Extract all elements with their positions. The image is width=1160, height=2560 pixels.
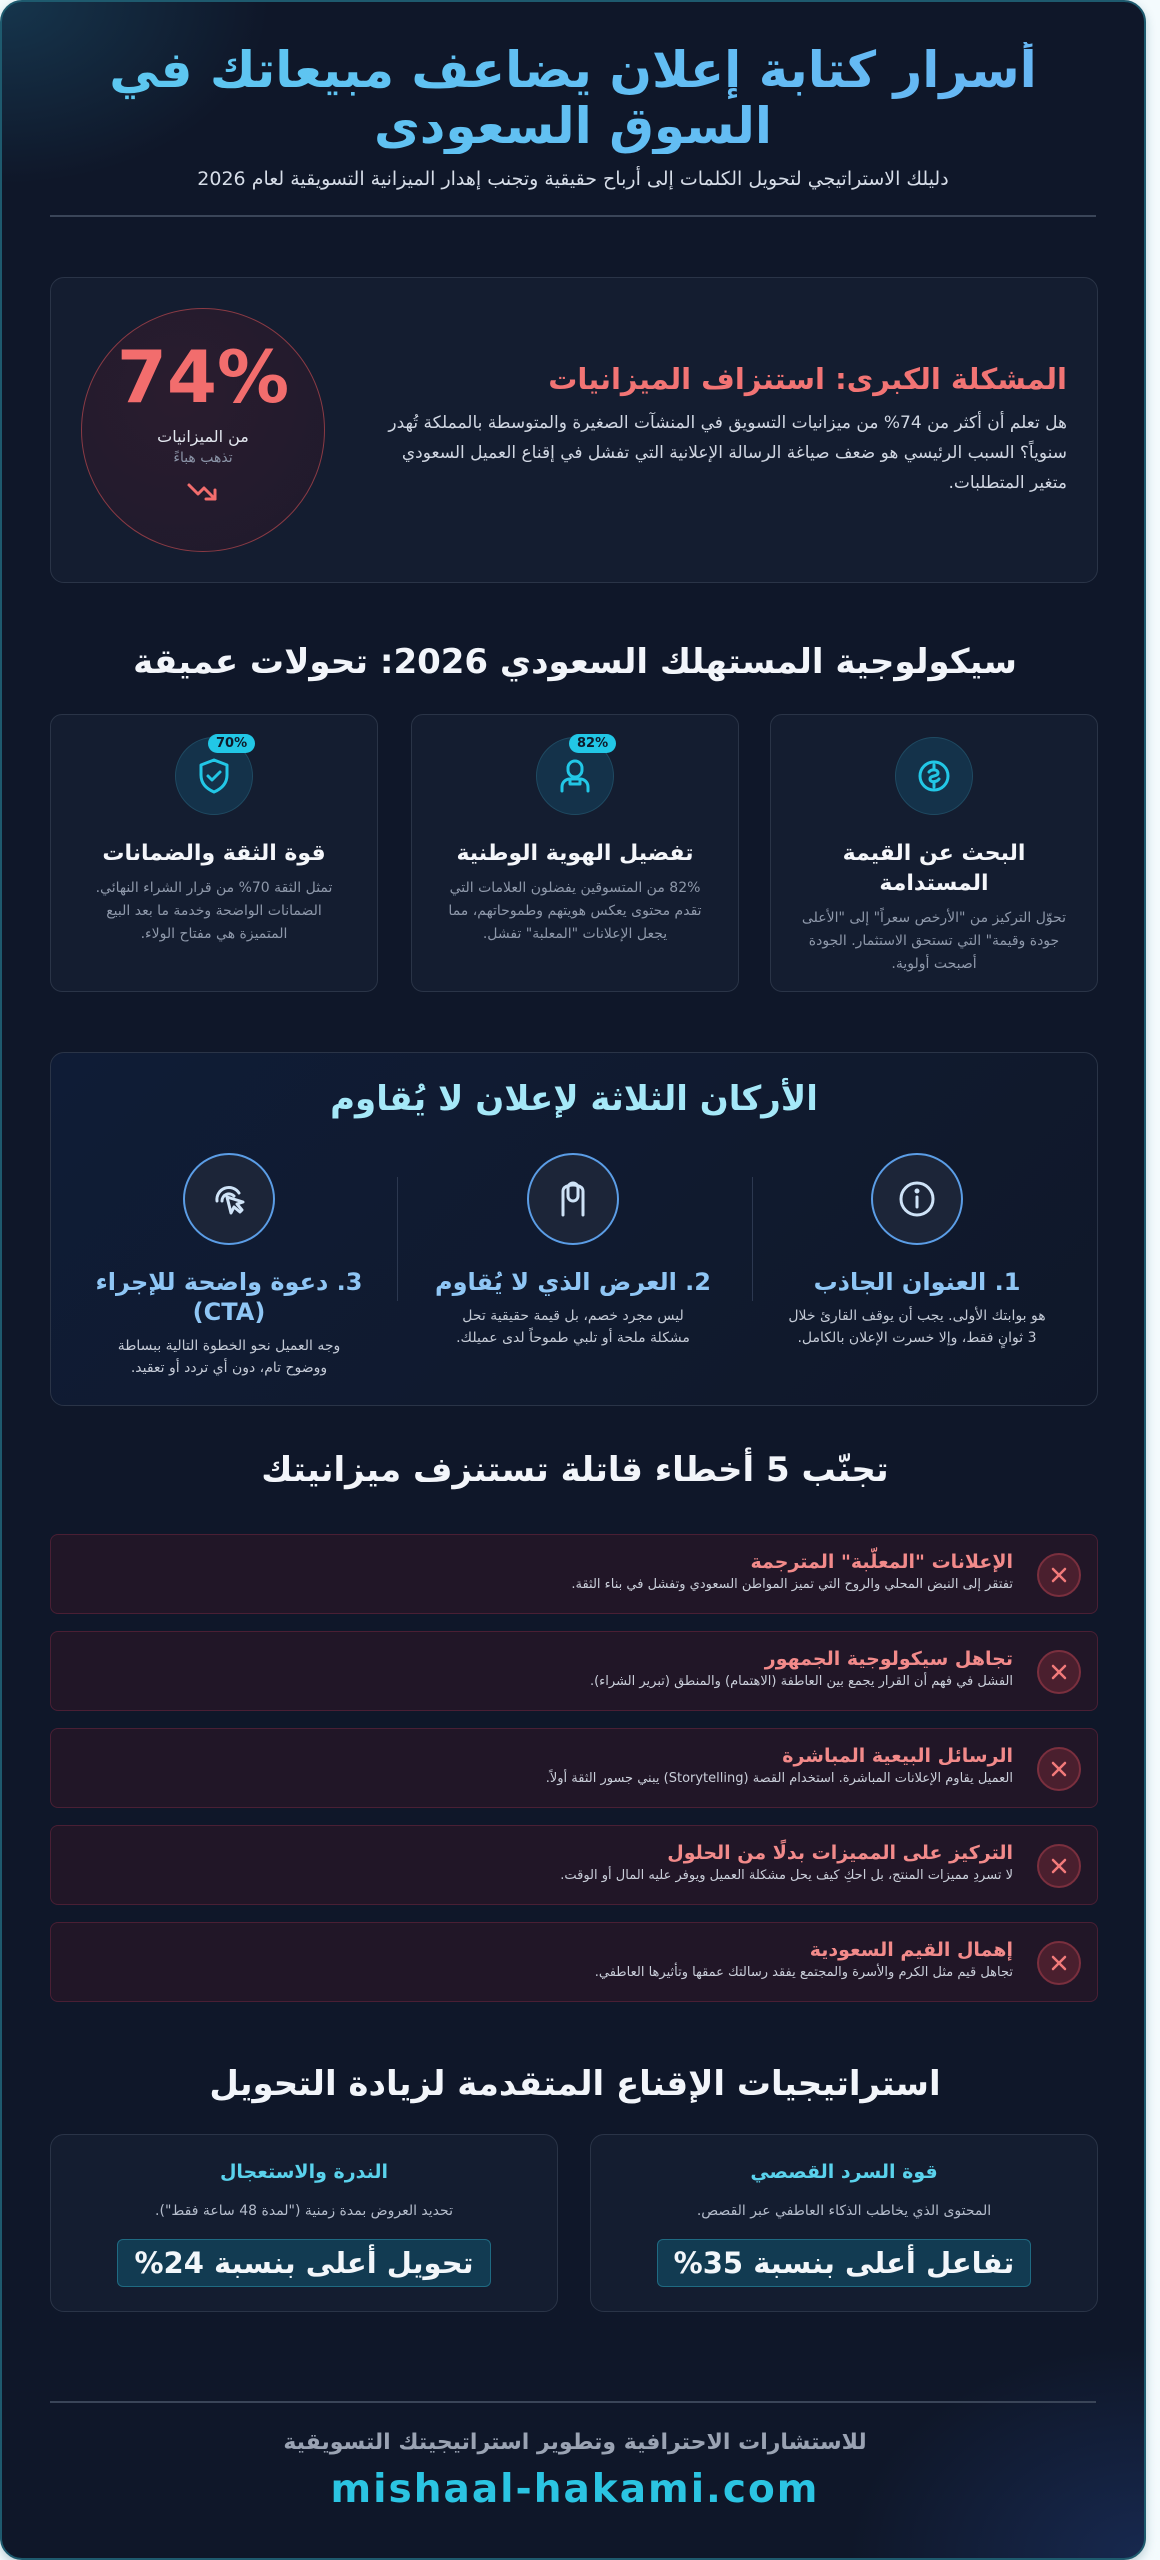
psychology-card-body: تحوّل التركيز من "الأرخص سعراً" إلى "الأعلى جودة وقيمة" التي تستحق الاستثمار. الجودة أصبحت أولوية.	[801, 910, 1067, 972]
problem-card	[50, 277, 1098, 583]
strategy-body: المحتوى الذي يخاطب الذكاء العاطفي عبر القصص.	[696, 2203, 992, 2219]
website-link[interactable]: mishaal-hakami.com	[330, 2467, 820, 2512]
pillars-title: الأركان الثلاثة لإعلان لا يُقاوم	[330, 1079, 818, 1119]
finger-touch-icon	[527, 1153, 619, 1245]
strategy-card	[50, 2134, 558, 2312]
psychology-card-body: 82% من المتسوقين يفضلون العلامات التي تقدم محتوى يعكس هويتهم وطموحاتهم، مما يجعل الإعلانات "المعلبة" تفشل.	[448, 880, 702, 942]
mistake-title: التركيز على المميزات بدلًا من الحلول	[667, 1842, 1013, 1864]
close-icon	[1037, 1747, 1081, 1791]
mistake-body: لا تسردِ مميزات المنتج، بل احكِ كيف يحل مشكلة العميل ويوفر عليه المال أو الوقت.	[560, 1868, 1013, 1883]
mistake-item	[50, 1728, 1098, 1808]
psychology-card	[50, 714, 378, 992]
mistake-title: الرسائل البيعية المباشرة	[782, 1745, 1013, 1767]
psychology-card-title: البحث عن القيمة المستدامة	[842, 841, 1026, 896]
strategy-title: الندرة والاستعجال	[219, 2161, 389, 2183]
stat-label: من الميزانيات	[157, 427, 249, 446]
divider	[50, 215, 1096, 217]
psychology-card-title: قوة الثقة والضمانات	[102, 841, 326, 866]
close-icon	[1037, 1553, 1081, 1597]
stat-value: 74%	[116, 335, 290, 419]
mistakes-title: تجنّب 5 أخطاء قاتلة تستنزف ميزانيتك	[261, 1450, 889, 1490]
percent-badge: 82%	[569, 734, 616, 753]
stat-circle	[81, 308, 325, 552]
strategy-card	[590, 2134, 1098, 2312]
strategy-body: تحديد العروض بمدة زمنية ("لمدة 48 ساعة فقط").	[155, 2203, 453, 2219]
trend-down-icon	[82, 480, 324, 510]
strategy-stat: تحويل أعلى بنسبة 24%	[117, 2239, 490, 2287]
user-identity-icon	[536, 737, 614, 815]
divider	[50, 2401, 1096, 2403]
pillar-item	[767, 1153, 1067, 1349]
mistake-item	[50, 1922, 1098, 2002]
info-icon	[871, 1153, 963, 1245]
problem-text	[367, 362, 1067, 498]
psychology-card	[411, 714, 739, 992]
mistake-title: الإعلانات "المعلّبة" المترجمة	[750, 1551, 1013, 1573]
pillar-body: وجه العميل نحو الخطوة التالية ببساطة ووضوح تام، دون أي تردد أو تعقيد.	[117, 1338, 341, 1376]
divider	[752, 1177, 753, 1301]
psychology-title: سيكولوجية المستهلك السعودي 2026: تحولات عميقة	[133, 642, 1017, 682]
percent-badge: 70%	[208, 734, 255, 753]
divider	[397, 1177, 398, 1301]
pillar-item	[423, 1153, 723, 1349]
psychology-card	[770, 714, 1098, 992]
psychology-card-title: تفضيل الهوية الوطنية	[456, 841, 694, 866]
footer	[2, 2430, 1146, 2512]
page-title: أسرار كتابة إعلان يضاعف مبيعاتك في السوق السعودى	[73, 42, 1073, 154]
pillars-card	[50, 1052, 1098, 1406]
pillar-item	[79, 1153, 379, 1379]
mistake-title: إهمال القيم السعودية	[809, 1939, 1013, 1961]
mistake-item	[50, 1534, 1098, 1614]
close-icon	[1037, 1844, 1081, 1888]
pillar-title: 2. العرض الذي لا يُقاوم	[434, 1268, 711, 1296]
close-icon	[1037, 1941, 1081, 1985]
mistake-item	[50, 1631, 1098, 1711]
mistake-body: تفتقر إلى النبض المحلي والروح التي تميز المواطن السعودي وتفشل في بناء الثقة.	[571, 1577, 1013, 1592]
mistake-body: العميل يقاوم الإعلانات المباشرة. استخدام القصة (Storytelling) يبني جسور الثقة أولاً.	[545, 1771, 1013, 1786]
cursor-click-icon	[183, 1153, 275, 1245]
page-subtitle: دليلك الاستراتيجي لتحويل الكلمات إلى أرباح حقيقية وتجنب إهدار الميزانية التسويقية لعام 2026	[197, 168, 949, 190]
pillar-title: 1. العنوان الجاذب	[813, 1268, 1021, 1296]
pillar-body: هو بوابتك الأولى. يجب أن يوقف القارئ خلال 3 ثوانٍ فقط، وإلا خسرت الإعلان بالكامل.	[788, 1308, 1046, 1346]
strategy-title: قوة السرد القصصي	[750, 2161, 938, 2183]
strategy-stat: تفاعل أعلى بنسبة 35%	[657, 2239, 1032, 2287]
problem-title: المشكلة الكبرى: استنزاف الميزانيات	[548, 362, 1067, 396]
mistake-body: تجاهل قيم مثل الكرم والأسرة والمجتمع يفقد رسالتك عمقها وتأثيرها العاطفي.	[594, 1965, 1013, 1980]
money-cycle-icon	[895, 737, 973, 815]
strategies-title: استراتيجيات الإقناع المتقدمة لزيادة التحويل	[209, 2064, 941, 2104]
mistake-item	[50, 1825, 1098, 1905]
problem-body: هل تعلم أن أكثر من 74% من ميزانيات التسويق في المنشآت الصغيرة والمتوسطة بالمملكة تُهدر سنوياً؟ السبب الرئيسي هو ضعف صياغة الرسالة الإعلانية التي تفشل في إقناع العميل السعودي متغير المتطلبات.	[388, 413, 1067, 493]
psychology-card-body: تمثل الثقة 70% من قرار الشراء النهائي. الضمانات الواضحة وخدمة ما بعد البيع المتميزة هي مفتاح الولاء.	[95, 880, 333, 942]
mistake-title: تجاهل سيكولوجية الجمهور	[764, 1648, 1013, 1670]
footer-tagline: للاستشارات الاحترافية وتطوير استراتيجيتك التسويقية	[283, 2430, 867, 2455]
shield-check-icon	[175, 737, 253, 815]
close-icon	[1037, 1650, 1081, 1694]
pillar-title: 3. دعوة واضحة للإجراء (CTA)	[95, 1268, 363, 1326]
pillar-body: ليس مجرد خصم، بل قيمة حقيقية تحل مشكلة ملحة أو تلبي طموحاً لدى عميلك.	[456, 1308, 690, 1346]
stat-sublabel: تذهب هباءً	[173, 450, 233, 466]
mistake-body: الفشل في فهم أن القرار يجمع بين العاطفة (الاهتمام) والمنطق (تبرير الشراء).	[589, 1674, 1013, 1689]
hero	[2, 2, 1144, 190]
